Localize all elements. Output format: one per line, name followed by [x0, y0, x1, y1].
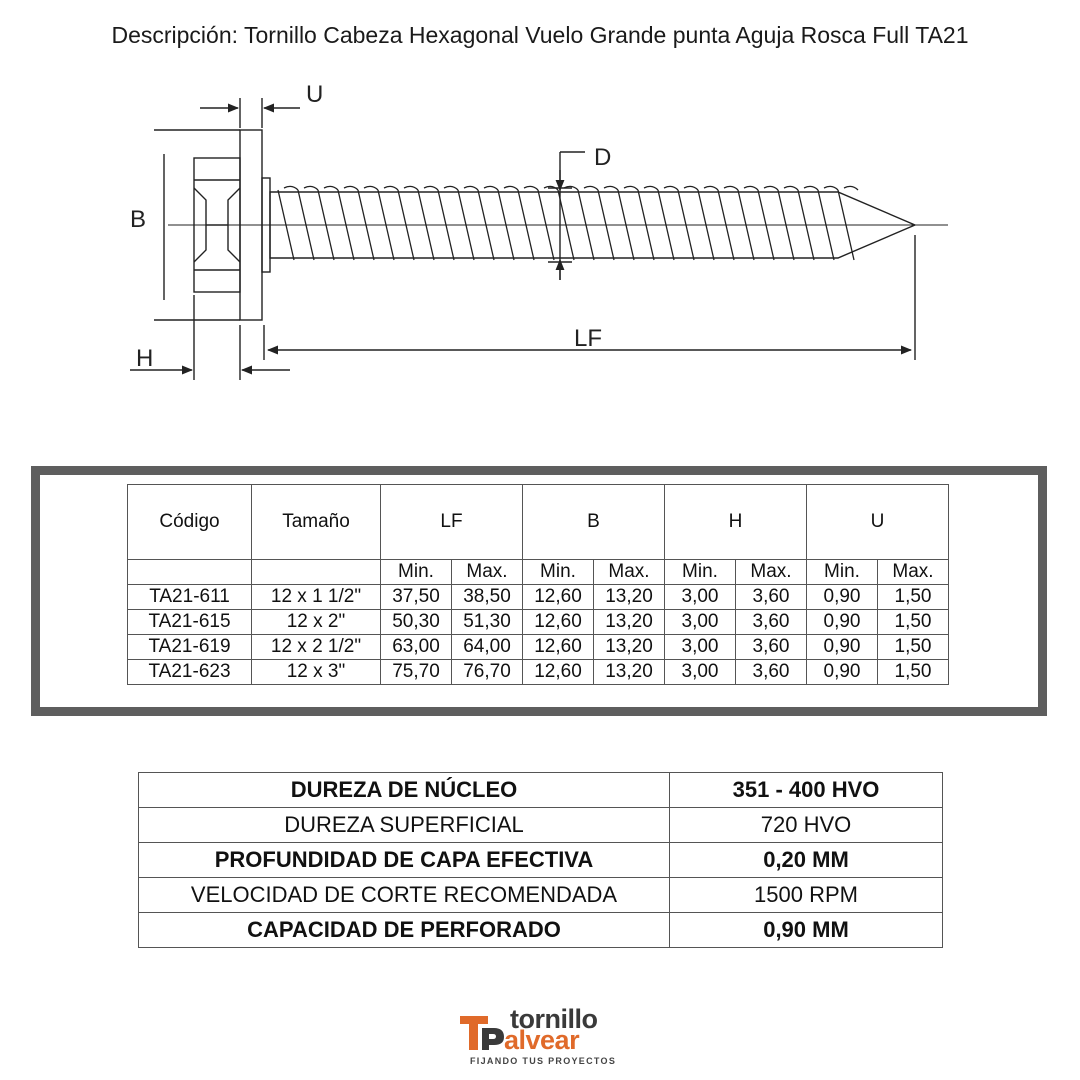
cell-u-max: 1,50 — [878, 585, 949, 610]
cell-h-min: 3,00 — [665, 585, 736, 610]
cell-h-max: 3,60 — [736, 610, 807, 635]
subheader-min: Min. — [381, 560, 452, 585]
cell-size: 12 x 3" — [252, 660, 381, 685]
property-value: 720 HVO — [670, 808, 943, 843]
table-row — [128, 585, 949, 610]
cell-b-max: 13,20 — [594, 660, 665, 685]
header-b: B — [523, 485, 665, 560]
table-row — [128, 635, 949, 660]
subheader-empty — [252, 560, 381, 585]
brand-logo — [452, 1004, 632, 1068]
property-name: DUREZA DE NÚCLEO — [139, 773, 670, 808]
property-name: PROFUNDIDAD DE CAPA EFECTIVA — [139, 843, 670, 878]
cell-lf-min: 75,70 — [381, 660, 452, 685]
cell-b-min: 12,60 — [523, 610, 594, 635]
dimension-label-lf: LF — [574, 325, 603, 352]
subheader-empty — [128, 560, 252, 585]
cell-lf-min: 37,50 — [381, 585, 452, 610]
cell-h-min: 3,00 — [665, 610, 736, 635]
property-row — [139, 878, 943, 913]
property-value: 0,20 MM — [670, 843, 943, 878]
header-lf: LF — [381, 485, 523, 560]
cell-h-min: 3,00 — [665, 660, 736, 685]
header-h: H — [665, 485, 807, 560]
cell-lf-max: 38,50 — [452, 585, 523, 610]
cell-u-min: 0,90 — [807, 660, 878, 685]
logo-tagline: FIJANDO TUS PROYECTOS — [470, 1056, 617, 1066]
logo-text-tornillo: tornillo — [510, 1004, 598, 1034]
dimension-label-u: U — [306, 81, 324, 108]
subheader-min: Min. — [665, 560, 736, 585]
cell-b-max: 13,20 — [594, 635, 665, 660]
cell-u-max: 1,50 — [878, 660, 949, 685]
property-name: VELOCIDAD DE CORTE RECOMENDADA — [139, 878, 670, 913]
spec-table — [127, 484, 949, 685]
dimension-label-h: H — [136, 345, 154, 372]
properties-table — [138, 772, 943, 948]
cell-code: TA21-619 — [128, 635, 252, 660]
cell-h-max: 3,60 — [736, 635, 807, 660]
cell-size: 12 x 1 1/2" — [252, 585, 381, 610]
spec-subheader-row — [128, 560, 949, 585]
cell-b-max: 13,20 — [594, 585, 665, 610]
cell-size: 12 x 2" — [252, 610, 381, 635]
cell-lf-max: 51,30 — [452, 610, 523, 635]
cell-code: TA21-623 — [128, 660, 252, 685]
screw-technical-drawing — [0, 70, 1080, 400]
property-row — [139, 773, 943, 808]
subheader-min: Min. — [523, 560, 594, 585]
property-value: 0,90 MM — [670, 913, 943, 948]
subheader-max: Max. — [878, 560, 949, 585]
cell-lf-min: 50,30 — [381, 610, 452, 635]
cell-b-min: 12,60 — [523, 585, 594, 610]
property-name: CAPACIDAD DE PERFORADO — [139, 913, 670, 948]
spec-header-row — [128, 485, 949, 560]
cell-lf-max: 64,00 — [452, 635, 523, 660]
cell-u-max: 1,50 — [878, 610, 949, 635]
header-u: U — [807, 485, 949, 560]
property-value: 351 - 400 HVO — [670, 773, 943, 808]
subheader-min: Min. — [807, 560, 878, 585]
cell-code: TA21-615 — [128, 610, 252, 635]
cell-u-min: 0,90 — [807, 635, 878, 660]
subheader-max: Max. — [452, 560, 523, 585]
table-row — [128, 610, 949, 635]
property-row — [139, 913, 943, 948]
cell-u-min: 0,90 — [807, 585, 878, 610]
header-size: Tamaño — [252, 485, 381, 560]
cell-u-min: 0,90 — [807, 610, 878, 635]
brand-mark-icon — [458, 1012, 506, 1052]
dimension-label-d: D — [594, 144, 612, 171]
property-value: 1500 RPM — [670, 878, 943, 913]
cell-h-max: 3,60 — [736, 585, 807, 610]
logo-text-alvear: alvear — [504, 1025, 580, 1055]
property-row — [139, 808, 943, 843]
cell-b-min: 12,60 — [523, 635, 594, 660]
cell-size: 12 x 2 1/2" — [252, 635, 381, 660]
property-name: DUREZA SUPERFICIAL — [139, 808, 670, 843]
cell-lf-max: 76,70 — [452, 660, 523, 685]
header-code: Código — [128, 485, 252, 560]
subheader-max: Max. — [594, 560, 665, 585]
cell-h-min: 3,00 — [665, 635, 736, 660]
page-title: Descripción: Tornillo Cabeza Hexagonal Vuelo Grande punta Aguja Rosca Full TA21 — [111, 22, 969, 48]
table-row — [128, 660, 949, 685]
cell-code: TA21-611 — [128, 585, 252, 610]
subheader-max: Max. — [736, 560, 807, 585]
property-row — [139, 843, 943, 878]
dimension-label-b: B — [130, 206, 147, 233]
cell-lf-min: 63,00 — [381, 635, 452, 660]
cell-u-max: 1,50 — [878, 635, 949, 660]
cell-b-min: 12,60 — [523, 660, 594, 685]
cell-h-max: 3,60 — [736, 660, 807, 685]
cell-b-max: 13,20 — [594, 610, 665, 635]
